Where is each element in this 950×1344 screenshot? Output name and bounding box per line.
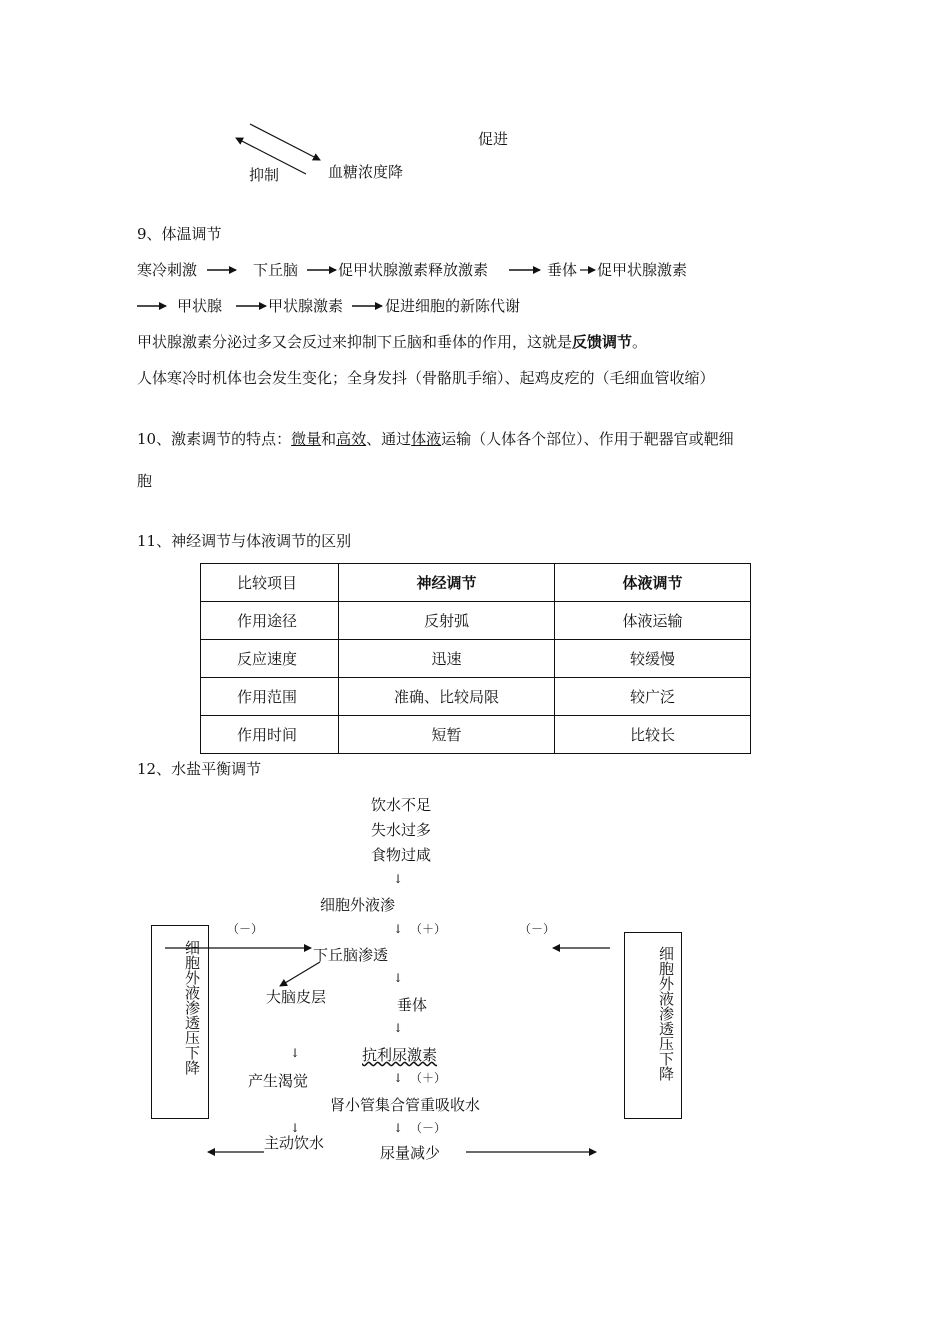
chain1-step5: 促甲状腺激素 (597, 261, 688, 279)
table-cell: 较广泛 (555, 678, 751, 716)
hf-and: 和 (321, 430, 337, 448)
cause-salty-food: 食物过咸 (371, 846, 432, 864)
plus-1: （＋） (410, 922, 447, 936)
table-cell: 反射弧 (339, 602, 555, 640)
arrow-to-cortex (280, 962, 320, 986)
kidney-reabsorb-label: 肾小管集合管重吸收水 (330, 1096, 481, 1114)
left-side-box-text: 细胞外液渗透压下降 (183, 940, 201, 1075)
flow-arrow-down: ↓ (290, 1121, 301, 1135)
table-header-cell: 比较项目 (201, 564, 339, 602)
thirst-label: 产生渴觉 (248, 1072, 309, 1090)
active-drinking-label: 主动饮水 (264, 1134, 325, 1152)
adh-label: 抗利尿激素 (362, 1046, 438, 1064)
section-12-heading: 12、水盐平衡调节 (137, 760, 262, 778)
section-9-heading: 9、体温调节 (137, 225, 222, 243)
feedback-term: 反馈调节 (572, 333, 633, 351)
table-cell: 反应速度 (201, 640, 339, 678)
promote-label: 促进 (478, 130, 509, 148)
hf-pre: 10、激素调节的特点： (137, 430, 292, 448)
flow-arrow-down: ↓ (393, 971, 404, 985)
hf-trace: 微量 (291, 430, 322, 448)
table-cell: 短暂 (339, 716, 555, 754)
minus-right: （－） (519, 922, 556, 936)
plus-2: （＋） (410, 1071, 447, 1085)
table-cell: 作用途径 (201, 602, 339, 640)
cold-response-paragraph: 人体寒冷时机体也会发生变化；全身发抖（骨骼肌手缩）、起鸡皮疙的（毛细血管收缩） (137, 369, 715, 387)
cerebral-cortex-label: 大脑皮层 (266, 988, 327, 1006)
section-11-heading: 11、神经调节与体液调节的区别 (137, 532, 352, 550)
hf-mid: 、通过 (366, 430, 412, 448)
table-cell: 准确、比较局限 (339, 678, 555, 716)
chain1-step3: 促甲状腺激素释放激素 (338, 261, 489, 279)
flow-arrow-down: ↓ (393, 872, 404, 886)
arrow-promote (250, 124, 320, 160)
blood-sugar-label: 血糖浓度降 (328, 163, 404, 181)
table-header-cell: 体液调节 (555, 564, 751, 602)
pituitary-label: 垂体 (397, 996, 428, 1014)
cause-water-loss: 失水过多 (371, 821, 432, 839)
flow-arrow-down: ↓ (393, 922, 404, 936)
feedback-text-pre: 甲状腺激素分泌过多又会反过来抑制下丘脑和垂体的作用，这就是 (137, 333, 573, 351)
hormone-features-line2: 胞 (137, 472, 153, 490)
flow-arrow-down: ↓ (393, 1071, 404, 1085)
right-side-box-text: 细胞外液渗透压下降 (657, 946, 675, 1081)
feedback-text-post: 。 (632, 333, 648, 351)
table-header-cell: 神经调节 (339, 564, 555, 602)
table-cell: 作用范围 (201, 678, 339, 716)
table-cell: 较缓慢 (555, 640, 751, 678)
flow-arrow-down: ↓ (393, 1121, 404, 1135)
table-cell: 体液运输 (555, 602, 751, 640)
inhibit-label: 抑制 (249, 166, 280, 184)
chain1-step2: 下丘脑 (253, 261, 299, 279)
cell-osmolarity-label: 细胞外液渗 (320, 896, 396, 914)
urine-decrease-label: 尿量减少 (380, 1144, 441, 1162)
chain2-step3: 促进细胞的新陈代谢 (385, 297, 521, 315)
table-cell: 作用时间 (201, 716, 339, 754)
table-cell: 迅速 (339, 640, 555, 678)
table-cell: 比较长 (555, 716, 751, 754)
flow-arrow-down: ↓ (290, 1046, 301, 1060)
chain2-step2: 甲状腺激素 (268, 297, 344, 315)
hf-post: 运输（人体各个部位）、作用于靶器官或靶细 (441, 430, 734, 448)
minus-left: （－） (227, 922, 264, 936)
hf-efficient: 高效 (336, 430, 367, 448)
minus-3: （－） (410, 1121, 447, 1135)
hypothalamus-label: 下丘脑渗透 (313, 946, 389, 964)
flow-arrow-down: ↓ (393, 1021, 404, 1035)
chain2-step1: 甲状腺 (177, 297, 223, 315)
arrow-inhibit (236, 138, 306, 174)
cause-no-water: 饮水不足 (371, 796, 432, 814)
hf-body-fluid: 体液 (411, 430, 442, 448)
chain1-step1: 寒冷刺激 (137, 261, 198, 279)
chain1-step4: 垂体 (547, 261, 578, 279)
